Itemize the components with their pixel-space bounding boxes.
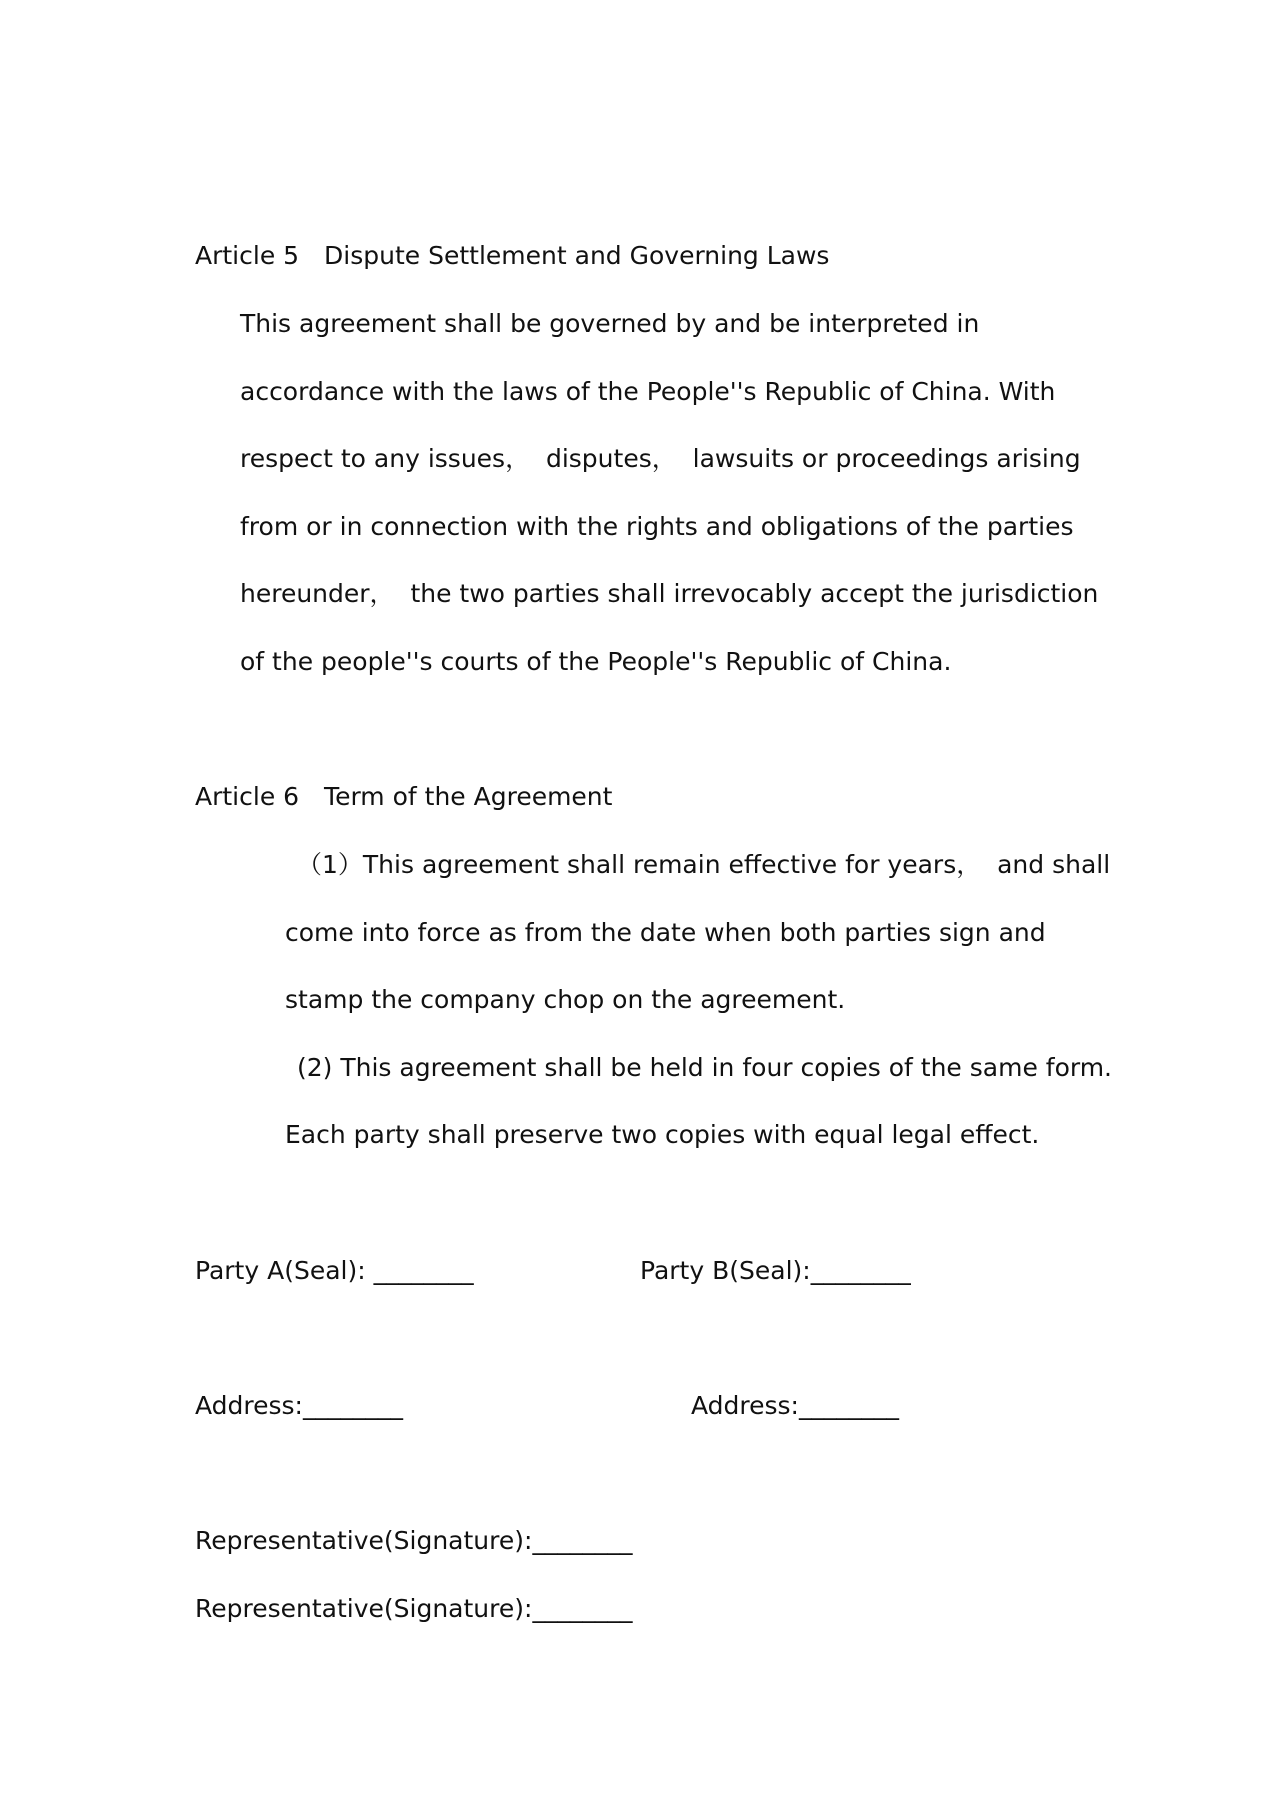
article-6-heading: Article 6 Term of the Agreement [195, 782, 613, 811]
article-6-item-2-line: Each party shall preserve two copies with equal legal effect. [285, 1120, 1040, 1149]
article-5-line: hereunder， the two parties shall irrevocably accept the jurisdiction [240, 579, 1099, 608]
article-6-item-2-line: (2) This agreement shall be held in four copies of the same form. [297, 1053, 1113, 1082]
representative-signature-field: Representative(Signature):________ [195, 1526, 633, 1555]
party-b-seal-field: Party B(Seal):________ [640, 1256, 911, 1285]
article-6-item-1-line: come into force as from the date when both parties sign and [285, 918, 1046, 947]
article-5-heading: Article 5 Dispute Settlement and Governing Laws [195, 241, 830, 270]
article-6-item-1-line: （1）This agreement shall remain effective for years， and shall [297, 850, 1111, 879]
party-a-seal-field: Party A(Seal): ________ [195, 1256, 474, 1285]
party-b-address-field: Address:________ [691, 1391, 899, 1420]
article-5-line: of the people''s courts of the People''s Republic of China. [240, 647, 952, 676]
party-a-address-field: Address:________ [195, 1391, 403, 1420]
article-5-line: accordance with the laws of the People''s Republic of China. With [240, 377, 1056, 406]
representative-signature-field: Representative(Signature):________ [195, 1594, 633, 1623]
article-5-line: respect to any issues， disputes， lawsuits or proceedings arising [240, 444, 1081, 473]
article-6-item-1-line: stamp the company chop on the agreement. [285, 985, 846, 1014]
article-5-line: from or in connection with the rights and obligations of the parties [240, 512, 1074, 541]
article-5-line: This agreement shall be governed by and be interpreted in [240, 309, 980, 338]
